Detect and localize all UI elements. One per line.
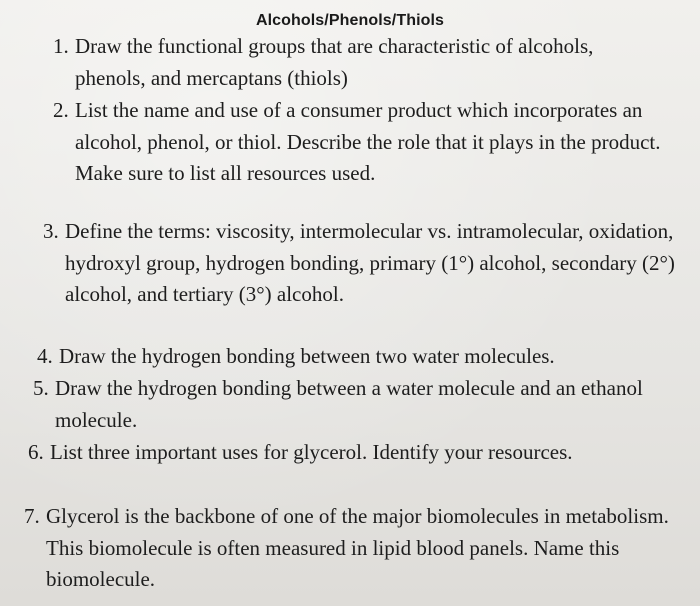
- question-text: Glycerol is the backbone of one of the major biomolecules in metabolism. This biomolecule is often measured in lipid blood panels. Name this biomolecule.: [46, 504, 669, 591]
- question-number: 3.: [43, 219, 59, 243]
- question-text: Draw the functional groups that are characteristic of alcohols, phenols, and mercaptans (thiols): [75, 34, 594, 90]
- question-text: List the name and use of a consumer product which incorporates an alcohol, phenol, or thiol. Describe the role that it plays in the product. Make sure to list all resources used.: [75, 98, 661, 185]
- question-text: List three important uses for glycerol. Identify your resources.: [50, 440, 573, 464]
- question-number: 1.: [53, 34, 69, 58]
- question-item-7: [24, 501, 696, 596]
- question-number: 4.: [37, 344, 53, 368]
- question-item-3: [43, 216, 685, 311]
- question-text: Draw the hydrogen bonding between a water molecule and an ethanol molecule.: [55, 376, 643, 432]
- worksheet-title: Alcohols/Phenols/Thiols: [255, 12, 445, 29]
- question-item-5: [33, 373, 695, 436]
- question-item-1: [53, 31, 635, 94]
- question-number: 5.: [33, 376, 49, 400]
- question-text: Define the terms: viscosity, intermolecular vs. intramolecular, oxidation, hydroxyl group, hydrogen bonding, primary (1°) alcohol, secondary (2°) alcohol, and tertiary (3°) alcohol.: [65, 219, 675, 306]
- question-item-2: [53, 95, 685, 190]
- question-item-6: [28, 437, 690, 469]
- question-number: 2.: [53, 98, 69, 122]
- question-text: Draw the hydrogen bonding between two water molecules.: [59, 344, 555, 368]
- question-number: 6.: [28, 440, 44, 464]
- question-number: 7.: [24, 504, 40, 528]
- question-item-4: [37, 341, 699, 373]
